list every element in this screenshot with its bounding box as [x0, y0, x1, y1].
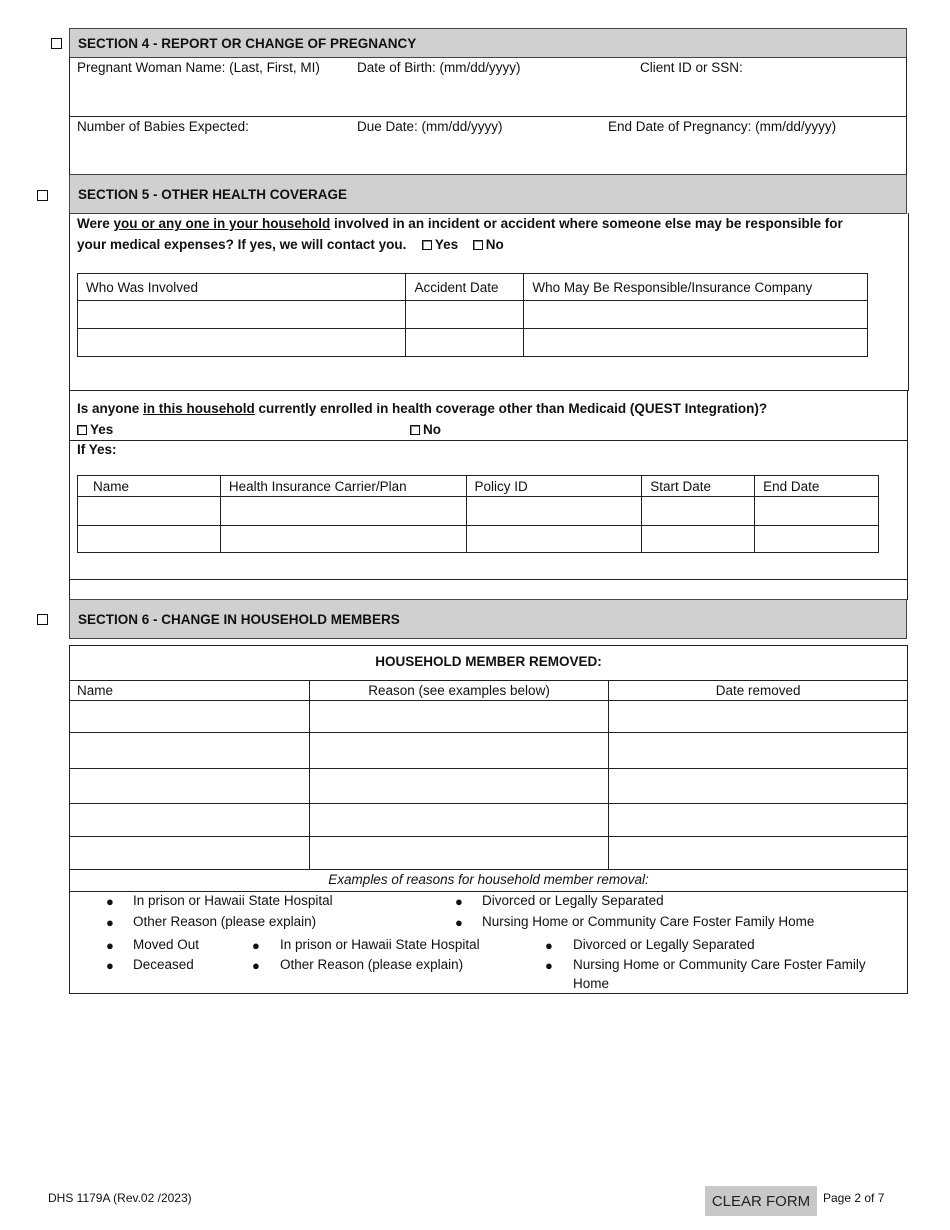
- coverage-no-label: No: [423, 422, 441, 437]
- accident-question-line2: your medical expenses? If yes, we will contact you. Yes No: [77, 237, 504, 252]
- list-item: Other Reason (please explain): [133, 914, 317, 929]
- table-row: [78, 329, 868, 357]
- removed-reason-input[interactable]: [309, 769, 609, 804]
- accident-who-input[interactable]: [78, 329, 406, 357]
- coverage-no-checkbox[interactable]: [410, 425, 420, 435]
- accident-table: [77, 273, 868, 357]
- removed-name-input[interactable]: [70, 804, 310, 837]
- pregnancy-dob-label: Date of Birth: (mm/dd/yyyy): [357, 60, 521, 75]
- list-item: Deceased: [133, 957, 194, 972]
- babies-expected-input[interactable]: [72, 139, 350, 171]
- removed-reason-input[interactable]: [309, 804, 609, 837]
- form-id: DHS 1179A (Rev.02 /2023): [48, 1191, 192, 1205]
- removed-reason-input[interactable]: [309, 837, 609, 870]
- removed-name-input[interactable]: [70, 769, 310, 804]
- if-yes-label: If Yes:: [77, 442, 117, 457]
- list-item: In prison or Hawaii State Hospital: [280, 937, 480, 952]
- table-row: [70, 804, 908, 837]
- accident-header-responsible: Who May Be Responsible/Insurance Company: [524, 274, 868, 301]
- due-date-input[interactable]: [354, 139, 602, 171]
- removed-date-input[interactable]: [609, 837, 908, 870]
- table-row: [70, 701, 908, 733]
- section5-title: SECTION 5 - OTHER HEALTH COVERAGE: [78, 186, 348, 202]
- accident-no-checkbox[interactable]: [473, 240, 483, 250]
- coverage-header-name: Name: [78, 476, 221, 497]
- section6-title: SECTION 6 - CHANGE IN HOUSEHOLD MEMBERS: [78, 611, 400, 627]
- list-item: Divorced or Legally Separated: [573, 937, 755, 952]
- table-row: [70, 769, 908, 804]
- removed-date-input[interactable]: [609, 701, 908, 733]
- coverage-no-option: [410, 422, 441, 437]
- accident-date-input[interactable]: [406, 301, 524, 329]
- end-date-pregnancy-input[interactable]: [606, 139, 904, 171]
- accident-no-label: No: [485, 237, 504, 252]
- accident-yes-checkbox[interactable]: [422, 240, 432, 250]
- coverage-header-end: End Date: [755, 476, 879, 497]
- removed-reason-input[interactable]: [309, 733, 609, 769]
- coverage-start-input[interactable]: [642, 497, 755, 526]
- due-date-label: Due Date: (mm/dd/yyyy): [357, 119, 503, 134]
- household-removed-table: [69, 680, 908, 870]
- section6-header: [69, 599, 907, 639]
- removed-date-input[interactable]: [609, 769, 908, 804]
- list-item: In prison or Hawaii State Hospital: [133, 893, 333, 908]
- list-item: Nursing Home or Community Care Foster Family: [573, 957, 866, 972]
- table-row: [78, 526, 879, 553]
- removed-header-name: Name: [70, 681, 310, 701]
- accident-header-date: Accident Date: [406, 274, 524, 301]
- list-item: Moved Out: [133, 937, 200, 952]
- list-item: Nursing Home or Community Care Foster Family Home: [482, 914, 815, 929]
- removed-name-input[interactable]: [70, 837, 310, 870]
- pregnant-woman-name-input[interactable]: [72, 80, 350, 112]
- table-row: [78, 497, 879, 526]
- coverage-yes-option: [77, 422, 113, 437]
- coverage-question: Is anyone in this household currently enrolled in health coverage other than Medicaid (QUEST Integration)?: [77, 401, 768, 416]
- section4-select-checkbox[interactable]: [51, 38, 62, 49]
- coverage-header-carrier: Health Insurance Carrier/Plan: [220, 476, 466, 497]
- coverage-start-input[interactable]: [642, 526, 755, 553]
- section5-header: [69, 174, 907, 214]
- accident-responsible-input[interactable]: [524, 329, 868, 357]
- household-removed-title: HOUSEHOLD MEMBER REMOVED:: [375, 654, 602, 669]
- section5-select-checkbox[interactable]: [37, 190, 48, 201]
- accident-date-input[interactable]: [406, 329, 524, 357]
- clear-form-button[interactable]: CLEAR FORM: [705, 1186, 817, 1216]
- removed-reason-input[interactable]: [309, 701, 609, 733]
- coverage-end-input[interactable]: [755, 526, 879, 553]
- coverage-name-input[interactable]: [78, 497, 221, 526]
- section4-title: SECTION 4 - REPORT OR CHANGE OF PREGNANCY: [78, 35, 417, 51]
- accident-header-who: Who Was Involved: [78, 274, 406, 301]
- coverage-carrier-input[interactable]: [220, 526, 466, 553]
- removed-header-reason: Reason (see examples below): [309, 681, 609, 701]
- page-number: Page 2 of 7: [823, 1191, 885, 1205]
- pregnancy-dob-input[interactable]: [354, 80, 632, 112]
- coverage-header-start: Start Date: [642, 476, 755, 497]
- coverage-table: [77, 475, 879, 553]
- coverage-header-policy: Policy ID: [466, 476, 642, 497]
- babies-expected-label: Number of Babies Expected:: [77, 119, 249, 134]
- client-id-input[interactable]: [636, 80, 904, 112]
- removed-date-input[interactable]: [609, 804, 908, 837]
- examples-title: Examples of reasons for household member removal:: [328, 872, 649, 887]
- coverage-name-input[interactable]: [78, 526, 221, 553]
- coverage-policy-input[interactable]: [466, 526, 642, 553]
- table-row: [70, 733, 908, 769]
- table-row: [78, 301, 868, 329]
- coverage-yes-label: Yes: [90, 422, 114, 437]
- section6-select-checkbox[interactable]: [37, 614, 48, 625]
- section4-header: [69, 28, 907, 58]
- coverage-end-input[interactable]: [755, 497, 879, 526]
- client-id-label: Client ID or SSN:: [640, 60, 743, 75]
- accident-yes-label: Yes: [434, 237, 459, 252]
- list-item: Home: [573, 976, 610, 991]
- accident-who-input[interactable]: [78, 301, 406, 329]
- end-date-pregnancy-label: End Date of Pregnancy: (mm/dd/yyyy): [608, 119, 837, 134]
- table-row: [70, 837, 908, 870]
- list-item: Divorced or Legally Separated: [482, 893, 664, 908]
- removed-date-input[interactable]: [609, 733, 908, 769]
- accident-question: Were you or any one in your household involved in an incident or accident where someone else may be responsible for: [77, 216, 843, 231]
- list-item: Other Reason (please explain): [280, 957, 464, 972]
- coverage-policy-input[interactable]: [466, 497, 642, 526]
- coverage-carrier-input[interactable]: [220, 497, 466, 526]
- removed-header-date: Date removed: [609, 681, 908, 701]
- accident-responsible-input[interactable]: [524, 301, 868, 329]
- pregnant-woman-name-label: Pregnant Woman Name: (Last, First, MI): [77, 60, 320, 75]
- coverage-yes-checkbox[interactable]: [77, 425, 87, 435]
- removed-name-input[interactable]: [70, 701, 310, 733]
- removed-name-input[interactable]: [70, 733, 310, 769]
